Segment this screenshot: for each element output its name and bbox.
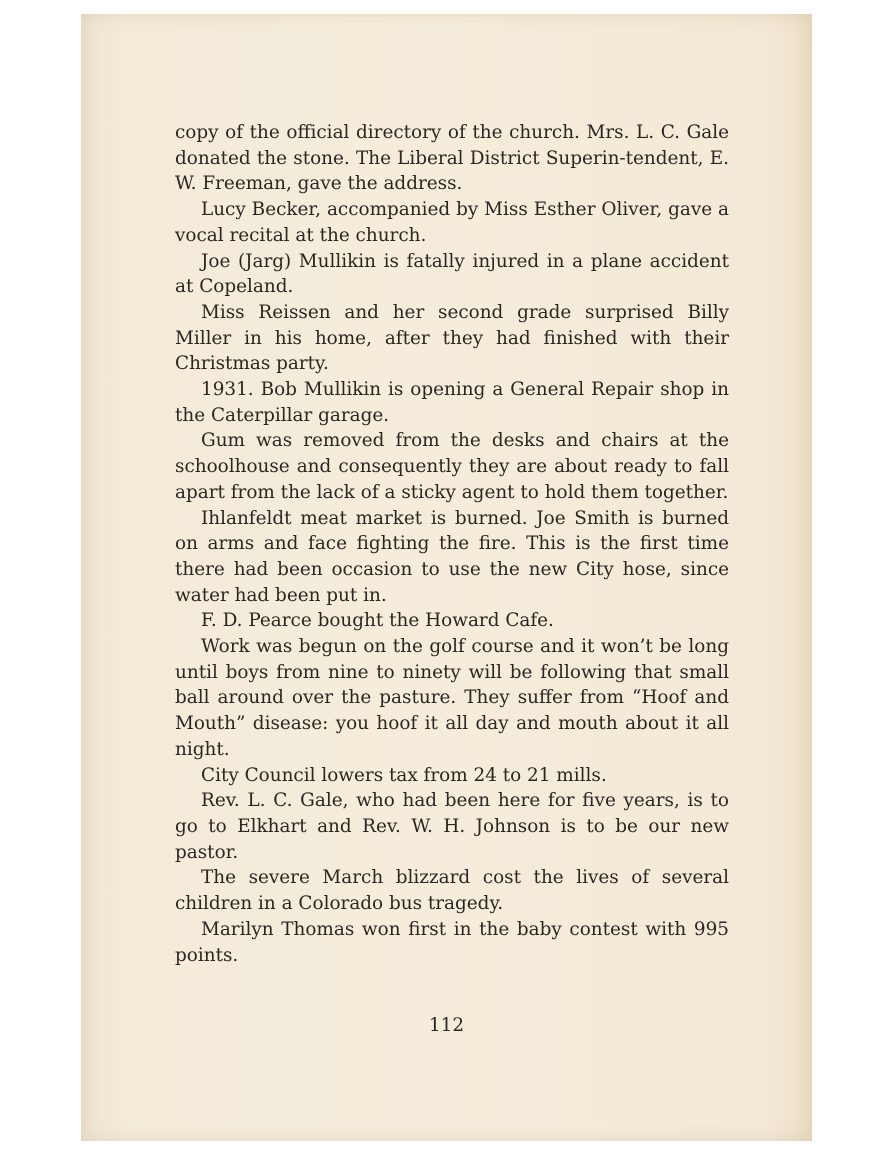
paragraph-baby-contest: Marilyn Thomas won first in the baby contest with 995 points. [175,918,729,966]
paragraph-gum-removed: Gum was removed from the desks and chairs at the schoolhouse and consequently they are about ready to fall apart from the lack of a sticky agent to hold them together. [175,430,729,503]
paragraph-city-council: City Council lowers tax from 24 to 21 mills. [201,764,607,786]
paragraph-golf-course: Work was begun on the golf course and it won’t be long until boys from nine to ninety will be following that small ball around over the pasture. They suffer from “Hoof and Mouth” disease: you hoof it all day and mouth about it all night. [175,636,729,760]
paragraph-vocal-recital: Lucy Becker, accompanied by Miss Esther Oliver, gave a vocal recital at the church. [175,199,729,246]
paragraph-church-directory: copy of the official directory of the church. Mrs. L. C. Gale donated the stone. The Liberal District Superin-tendent, E. W. Freeman, gave the address. [175,122,729,195]
paragraph-plane-accident: Joe (Jarg) Mullikin is fatally injured in a plane accident at Copeland. [175,250,729,298]
paragraph-blizzard: The severe March blizzard cost the lives of several children in a Colorado bus tragedy. [175,867,729,915]
page-number: 112 [428,1015,465,1036]
body-text [175,120,729,968]
paragraph-new-pastor: Rev. L. C. Gale, who had been here for five years, is to go to Elkhart and Rev. W. H. Johnson is to be our new pastor. [175,790,729,863]
paragraph-second-grade: Miss Reissen and her second grade surprised Billy Miller in his home, after they had finished with their Christmas party. [175,301,729,375]
paragraph-meat-market-fire: Ihlanfeldt meat market is burned. Joe Smith is burned on arms and face fighting the fire. This is the first time there had been occasion to use the new City hose, since water had been put in. [175,507,729,606]
paragraph-howard-cafe: F. D. Pearce bought the Howard Cafe. [201,610,554,632]
paragraph-repair-shop: 1931. Bob Mullikin is opening a General Repair shop in the Caterpillar garage. [175,379,729,426]
